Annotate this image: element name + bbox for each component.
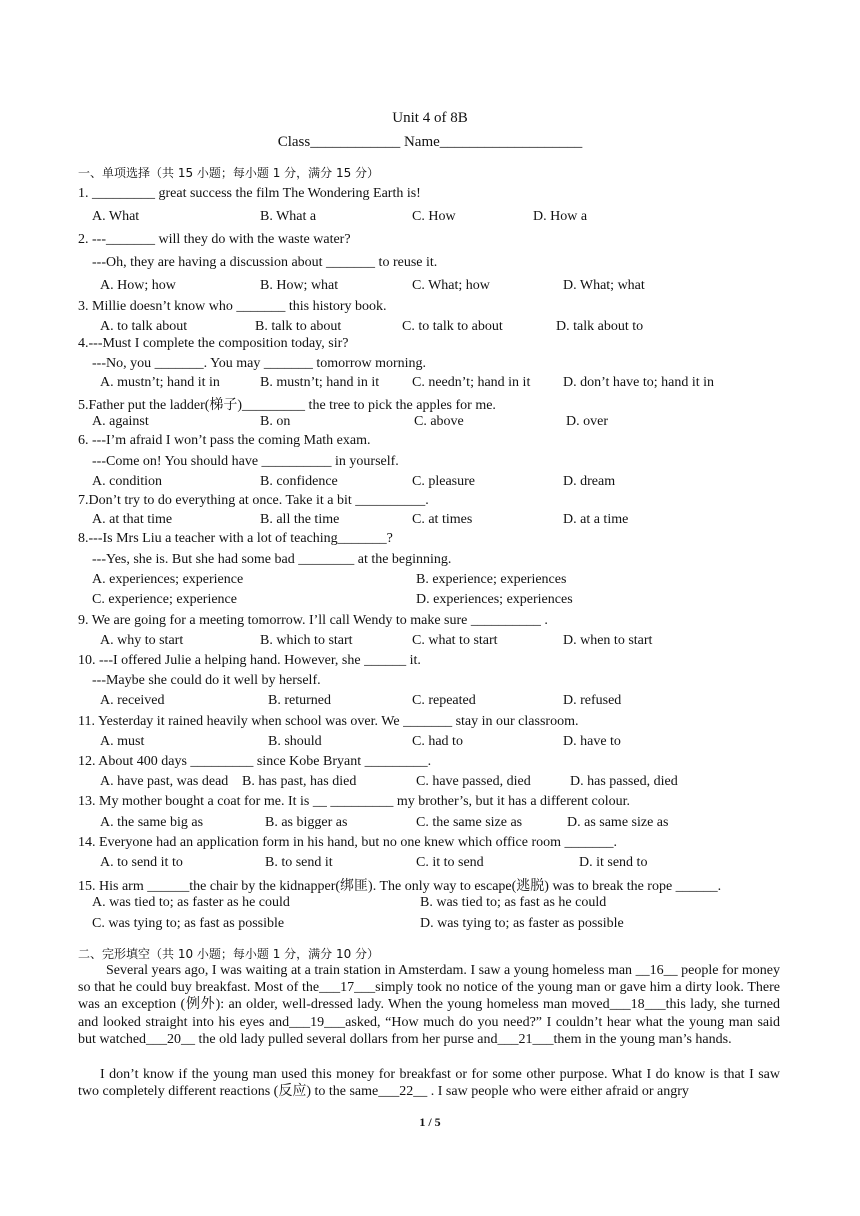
question-10-stem: 10. ---I offered Julie a helping hand. However, she ______ it.: [78, 653, 421, 668]
question-8-option-b: B. experience; experiences: [416, 572, 567, 587]
question-10-line-2: ---Maybe she could do it well by herself.: [92, 673, 321, 688]
question-9-stem: 9. We are going for a meeting tomorrow. I’ll call Wendy to make sure __________ .: [78, 613, 548, 628]
question-5-stem: 5.Father put the ladder(梯子)_________ the tree to pick the apples for me.: [78, 398, 496, 413]
question-3-option-d: D. talk about to: [556, 319, 644, 334]
question-4-stem: 4.---Must I complete the composition today, sir?: [78, 336, 349, 351]
question-15-option-a: A. was tied to; as faster as he could: [92, 895, 290, 910]
question-9-option-b: B. which to start: [260, 633, 353, 648]
question-3-option-a: A. to talk about: [100, 319, 188, 334]
question-10-option-a: A. received: [100, 693, 165, 708]
question-4-option-c: C. needn’t; hand in it: [412, 375, 531, 390]
question-15-stem: 15. His arm ______the chair by the kidnapper(绑匪). The only way to escape(逃脱) was to break the rope ______.: [78, 879, 722, 894]
question-11-option-b: B. should: [268, 734, 322, 749]
question-3-stem: 3. Millie doesn’t know who _______ this history book.: [78, 299, 387, 314]
question-4-option-d: D. don’t have to; hand it in: [563, 375, 714, 390]
question-10-option-b: B. returned: [268, 693, 331, 708]
question-12-option-c: C. have passed, died: [416, 774, 531, 789]
question-12-option-b: B. has past, has died: [242, 774, 357, 789]
question-15-option-b: B. was tied to; as fast as he could: [420, 895, 607, 910]
question-2-option-a: A. How; how: [100, 278, 176, 293]
question-8-option-d: D. experiences; experiences: [416, 592, 573, 607]
question-14-option-a: A. to send it to: [100, 855, 183, 870]
question-14-option-d: D. it send to: [579, 855, 648, 870]
question-11-stem: 11. Yesterday it rained heavily when school was over. We _______ stay in our classroom.: [78, 714, 579, 729]
question-14-option-b: B. to send it: [265, 855, 333, 870]
question-13-option-a: A. the same big as: [100, 815, 204, 830]
question-5-option-b: B. on: [260, 414, 291, 429]
page-number: 1 / 5: [419, 1115, 441, 1129]
question-14-option-c: C. it to send: [416, 855, 484, 870]
question-8-option-c: C. experience; experience: [92, 592, 237, 607]
question-1-option-d: D. How a: [533, 209, 588, 224]
question-6-stem: 6. ---I’m afraid I won’t pass the coming Math exam.: [78, 433, 371, 448]
question-13-stem: 13. My mother bought a coat for me. It is __ _________ my brother’s, but it has a different colour.: [78, 794, 630, 809]
class-name-line: Class____________ Name___________________: [277, 134, 583, 150]
question-9-option-d: D. when to start: [563, 633, 653, 648]
question-7-option-c: C. at times: [412, 512, 473, 527]
question-12-stem: 12. About 400 days _________ since Kobe Bryant _________.: [78, 754, 432, 769]
cloze-paragraph-2: I don’t know if the young man used this money for breakfast or for some other purpose. What I do know is that I saw two completely different reactions (反应) to the same___22__ . I saw people who were either afraid or angry: [78, 1067, 780, 1100]
question-7-stem: 7.Don’t try to do everything at once. Take it a bit __________.: [78, 493, 429, 508]
question-11-option-d: D. have to: [563, 734, 621, 749]
question-4-option-a: A. mustn’t; hand it in: [100, 375, 220, 390]
question-2-option-b: B. How; what: [260, 278, 339, 293]
question-9-option-c: C. what to start: [412, 633, 498, 648]
section-heading-cloze: 二、完形填空（共 10 小题；每小题 1 分，满分 10 分）: [78, 947, 380, 961]
question-15-option-c: C. was tying to; as fast as possible: [92, 916, 285, 931]
question-7-option-b: B. all the time: [260, 512, 340, 527]
question-15-option-d: D. was tying to; as faster as possible: [420, 916, 624, 931]
question-2-stem: 2. ---_______ will they do with the waste water?: [78, 232, 351, 247]
question-14-stem: 14. Everyone had an application form in his hand, but no one knew which office room _______.: [78, 835, 618, 850]
question-6-option-c: C. pleasure: [412, 474, 475, 489]
question-12-option-d: D. has passed, died: [570, 774, 678, 789]
question-8-line-2: ---Yes, she is. But she had some bad ________ at the beginning.: [92, 552, 452, 567]
question-13-option-b: B. as bigger as: [265, 815, 348, 830]
cloze-paragraph-1: Several years ago, I was waiting at a train station in Amsterdam. I saw a young homeless man __16__ people for money so that he could buy breakfast. Most of the___17___simply took no notice of the young man or gave him a dirty look. There was an exception (例外): an older, well-dressed lady. When the young homeless man moved___18___this lady, she turned and looked straight into his eyes and___19___asked, “How much do you need?” I couldn’t hear what the young man said but watched___20__ the old lady pulled several dollars from her purse and___21___them in the young man’s hands.: [78, 963, 780, 1047]
question-2-option-c: C. What; how: [412, 278, 490, 293]
question-2-option-d: D. What; what: [563, 278, 645, 293]
question-6-option-a: A. condition: [92, 474, 162, 489]
question-12-option-a: A. have past, was dead: [100, 774, 229, 789]
question-1-stem: 1. _________ great success the film The Wondering Earth is!: [78, 186, 421, 201]
question-1-option-b: B. What a: [260, 209, 317, 224]
question-6-option-d: D. dream: [563, 474, 616, 489]
question-8-stem: 8.---Is Mrs Liu a teacher with a lot of teaching_______?: [78, 531, 393, 546]
question-13-option-c: C. the same size as: [416, 815, 523, 830]
question-5-option-c: C. above: [414, 414, 464, 429]
question-5-option-a: A. against: [92, 414, 149, 429]
question-6-line-2: ---Come on! You should have __________ in yourself.: [92, 454, 399, 469]
question-10-option-c: C. repeated: [412, 693, 476, 708]
question-5-option-d: D. over: [566, 414, 608, 429]
question-4-option-b: B. mustn’t; hand in it: [260, 375, 380, 390]
question-13-option-d: D. as same size as: [567, 815, 669, 830]
question-8-option-a: A. experiences; experience: [92, 572, 244, 587]
question-1-option-c: C. How: [412, 209, 456, 224]
question-11-option-a: A. must: [100, 734, 145, 749]
question-9-option-a: A. why to start: [100, 633, 184, 648]
question-11-option-c: C. had to: [412, 734, 463, 749]
question-7-option-a: A. at that time: [92, 512, 173, 527]
question-2-line-2: ---Oh, they are having a discussion about _______ to reuse it.: [92, 255, 438, 270]
question-7-option-d: D. at a time: [563, 512, 629, 527]
question-4-line-2: ---No, you _______. You may _______ tomorrow morning.: [92, 356, 427, 371]
question-10-option-d: D. refused: [563, 693, 622, 708]
question-3-option-b: B. talk to about: [255, 319, 342, 334]
question-3-option-c: C. to talk to about: [402, 319, 503, 334]
section-heading-multiple-choice: 一、单项选择（共 15 小题；每小题 1 分，满分 15 分）: [78, 166, 380, 180]
question-6-option-b: B. confidence: [260, 474, 338, 489]
page-title: Unit 4 of 8B: [392, 110, 468, 126]
question-1-option-a: A. What: [92, 209, 140, 224]
